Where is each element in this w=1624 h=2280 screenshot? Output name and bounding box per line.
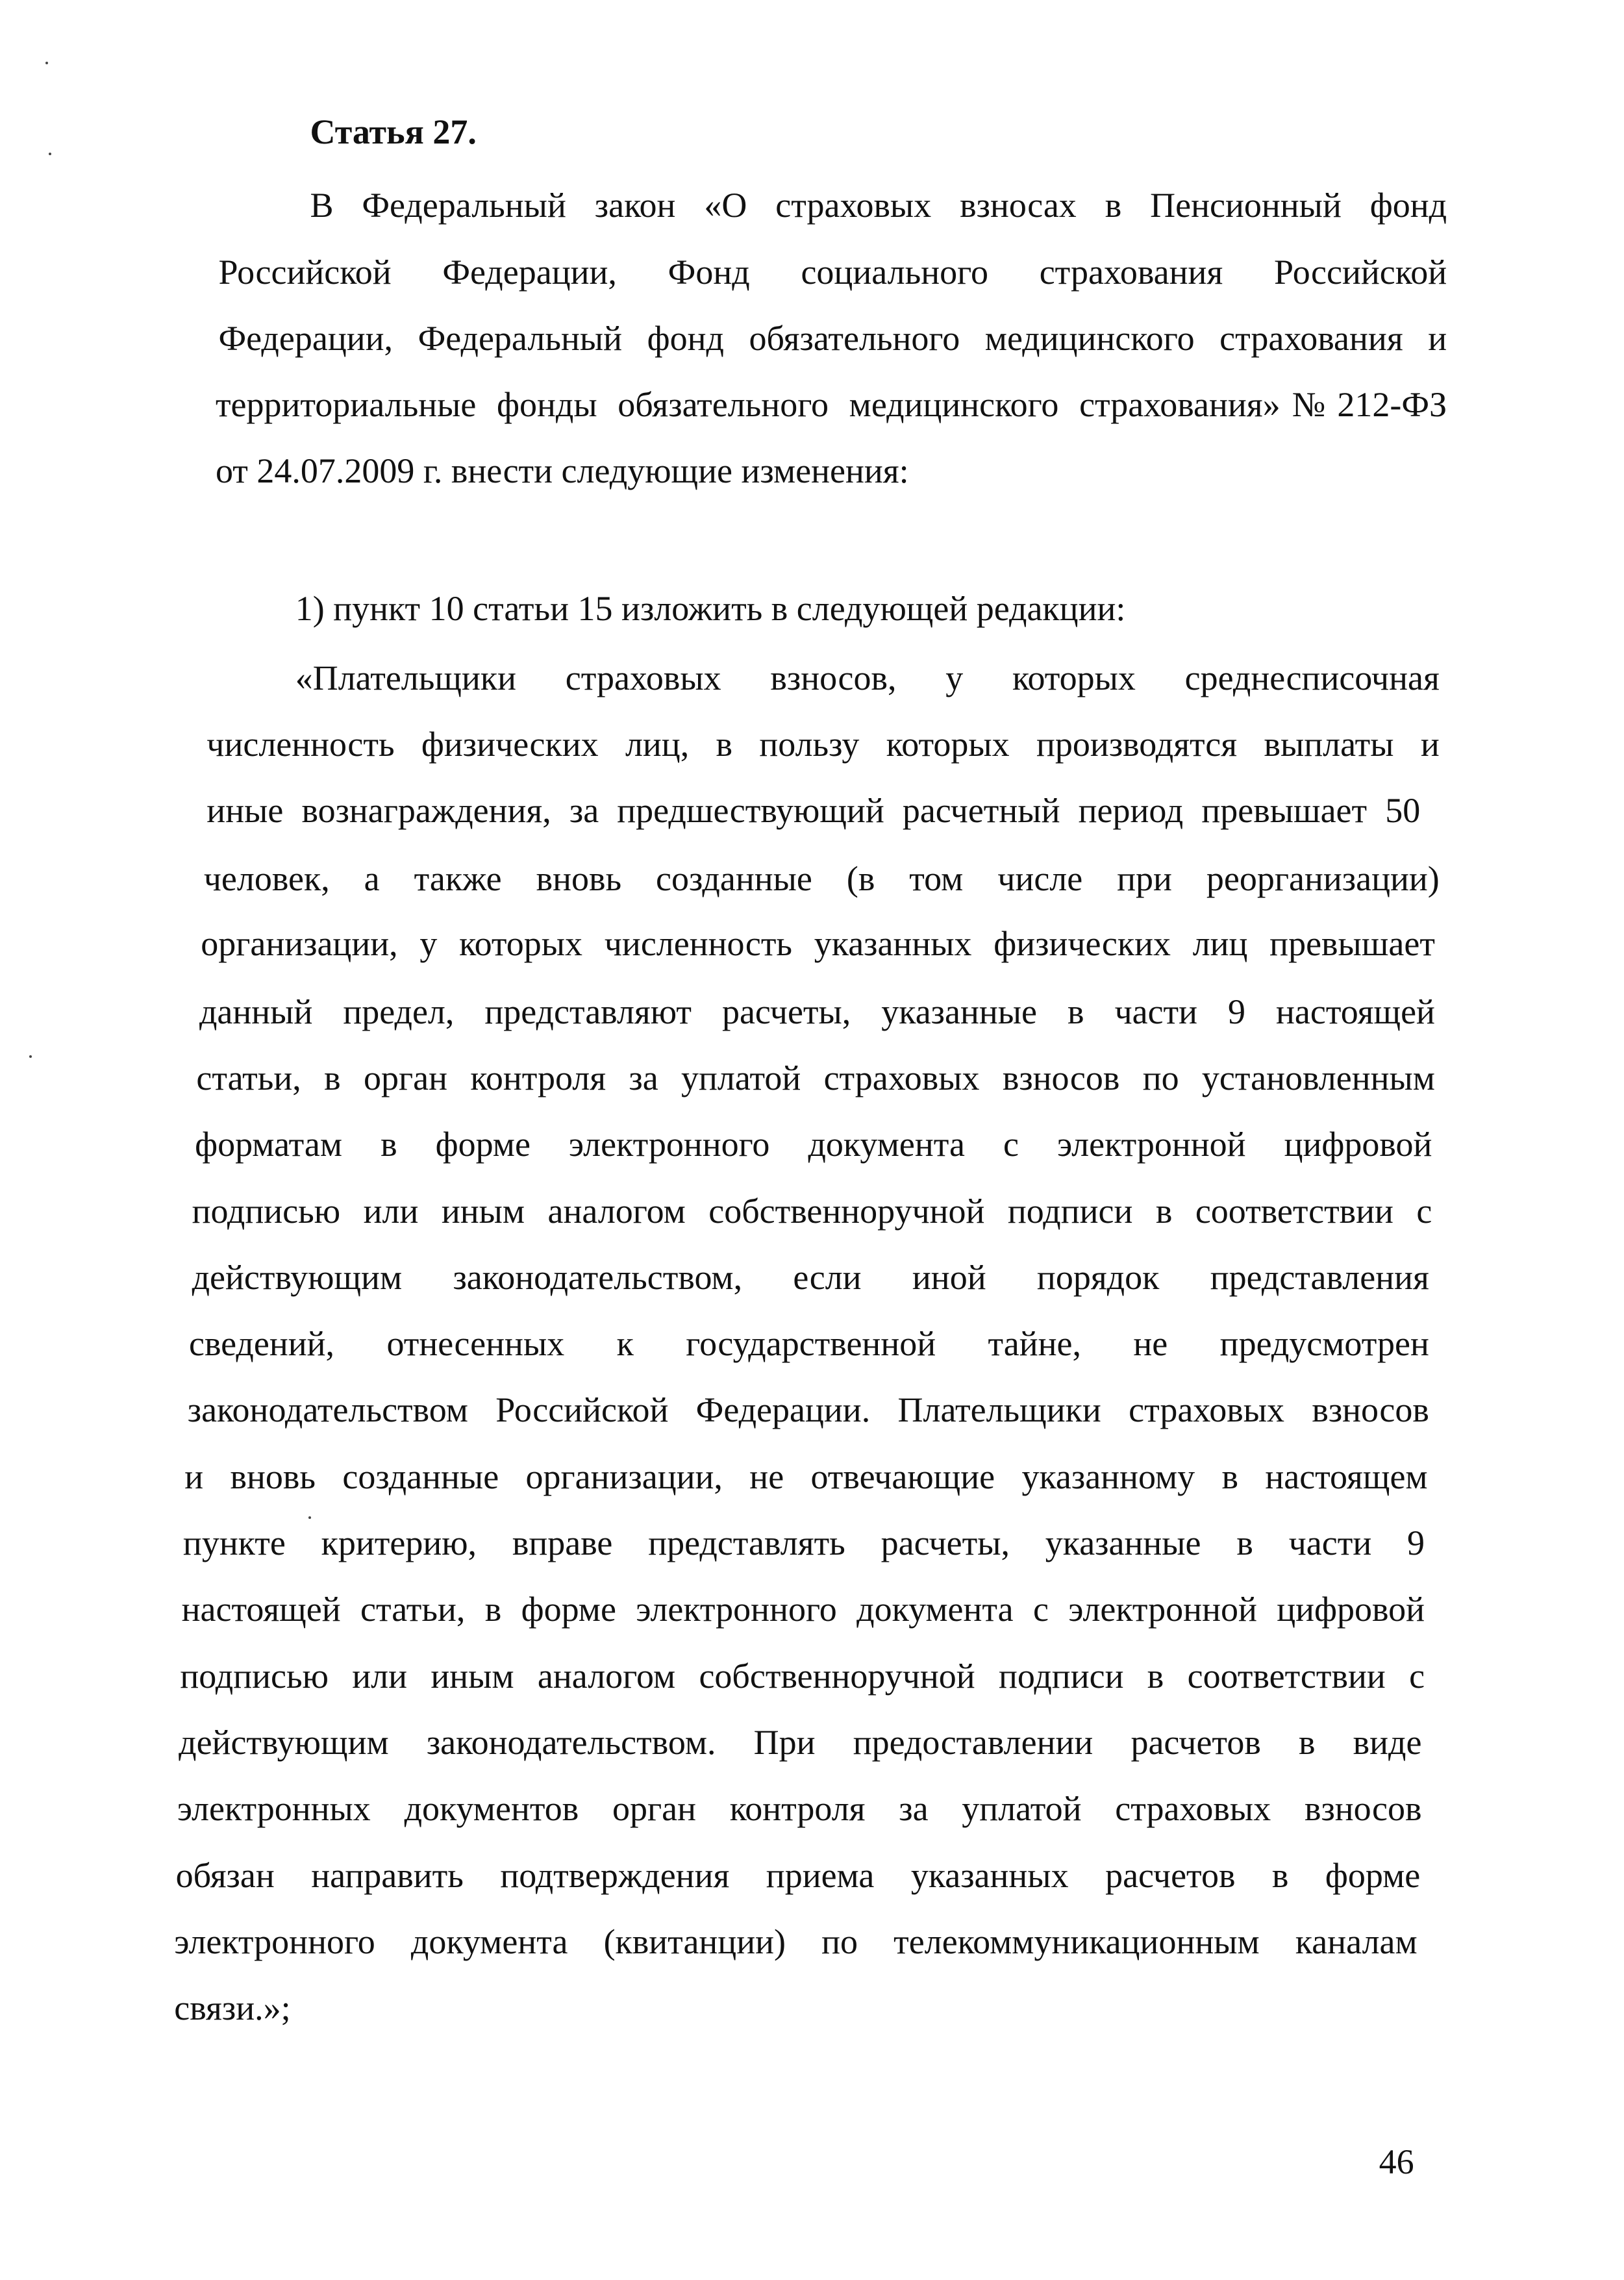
text-line: форматам в форме электронного документа с электронной цифровой xyxy=(195,1125,1432,1164)
text-line: законодательством Российской Федерации. Плательщики страховых взносов xyxy=(187,1390,1429,1430)
text-line: действующим законодательством. При предоставлении расчетов в виде xyxy=(179,1723,1422,1762)
text-line: связи.»; xyxy=(174,1988,291,2028)
text-line: электронного документа (квитанции) по телекоммуникационным каналам xyxy=(174,1922,1418,1961)
text-line: Федерации, Федеральный фонд обязательного медицинского страхования и xyxy=(218,318,1447,358)
text-line: и вновь созданные организации, не отвечающие указанному в настоящем xyxy=(184,1457,1428,1496)
text-line: от 24.07.2009 г. внести следующие изменения: xyxy=(215,451,909,491)
page-number: 46 xyxy=(1379,2142,1414,2181)
text-line: численность физических лиц, в пользу которых производятся выплаты и xyxy=(206,725,1440,764)
text-line: подписью или иным аналогом собственноручной подписи в соответствии с xyxy=(192,1191,1432,1231)
text-line: данный предел, представляют расчеты, указанные в части 9 настоящей xyxy=(199,992,1435,1031)
text-line: действующим законодательством, если иной порядок представления xyxy=(192,1257,1429,1297)
text-line: электронных документов орган контроля за уплатой страховых взносов xyxy=(177,1789,1422,1829)
item-1-title: 1) пункт 10 статьи 15 изложить в следующей редакции: xyxy=(295,588,1126,628)
text-line: настоящей статьи, в форме электронного документа с электронной цифровой xyxy=(181,1590,1425,1629)
text-line: организации, у которых численность указанных физических лиц превышает xyxy=(201,924,1435,964)
text-line: человек, а также вновь созданные (в том числе при реорганизации) xyxy=(203,858,1440,898)
text-line: подписью или иным аналогом собственноручной подписи в соответствии с xyxy=(180,1656,1425,1696)
text-line: статьи, в орган контроля за уплатой страховых взносов по установленным xyxy=(196,1058,1435,1097)
text-line: иные вознаграждения, за предшествующий расчетный период превышает 50 xyxy=(206,791,1421,831)
article-heading: Статья 27. xyxy=(310,112,477,151)
text-line: Российской Федерации, Фонд социального страхования Российской xyxy=(218,252,1447,292)
text-line: пункте критерию, вправе представлять расчеты, указанные в части 9 xyxy=(182,1523,1425,1563)
text-line: сведений, отнесенных к государственной тайне, не предусмотрен xyxy=(189,1324,1429,1364)
text-line: В Федеральный закон «О страховых взносах в Пенсионный фонд xyxy=(310,186,1447,225)
text-line: «Плательщики страховых взносов, у которых среднесписочная xyxy=(295,658,1440,697)
text-line: территориальные фонды обязательного медицинского страхования»№212-ФЗ xyxy=(215,385,1447,425)
text-line: обязан направить подтверждения приема указанных расчетов в форме xyxy=(175,1855,1421,1895)
